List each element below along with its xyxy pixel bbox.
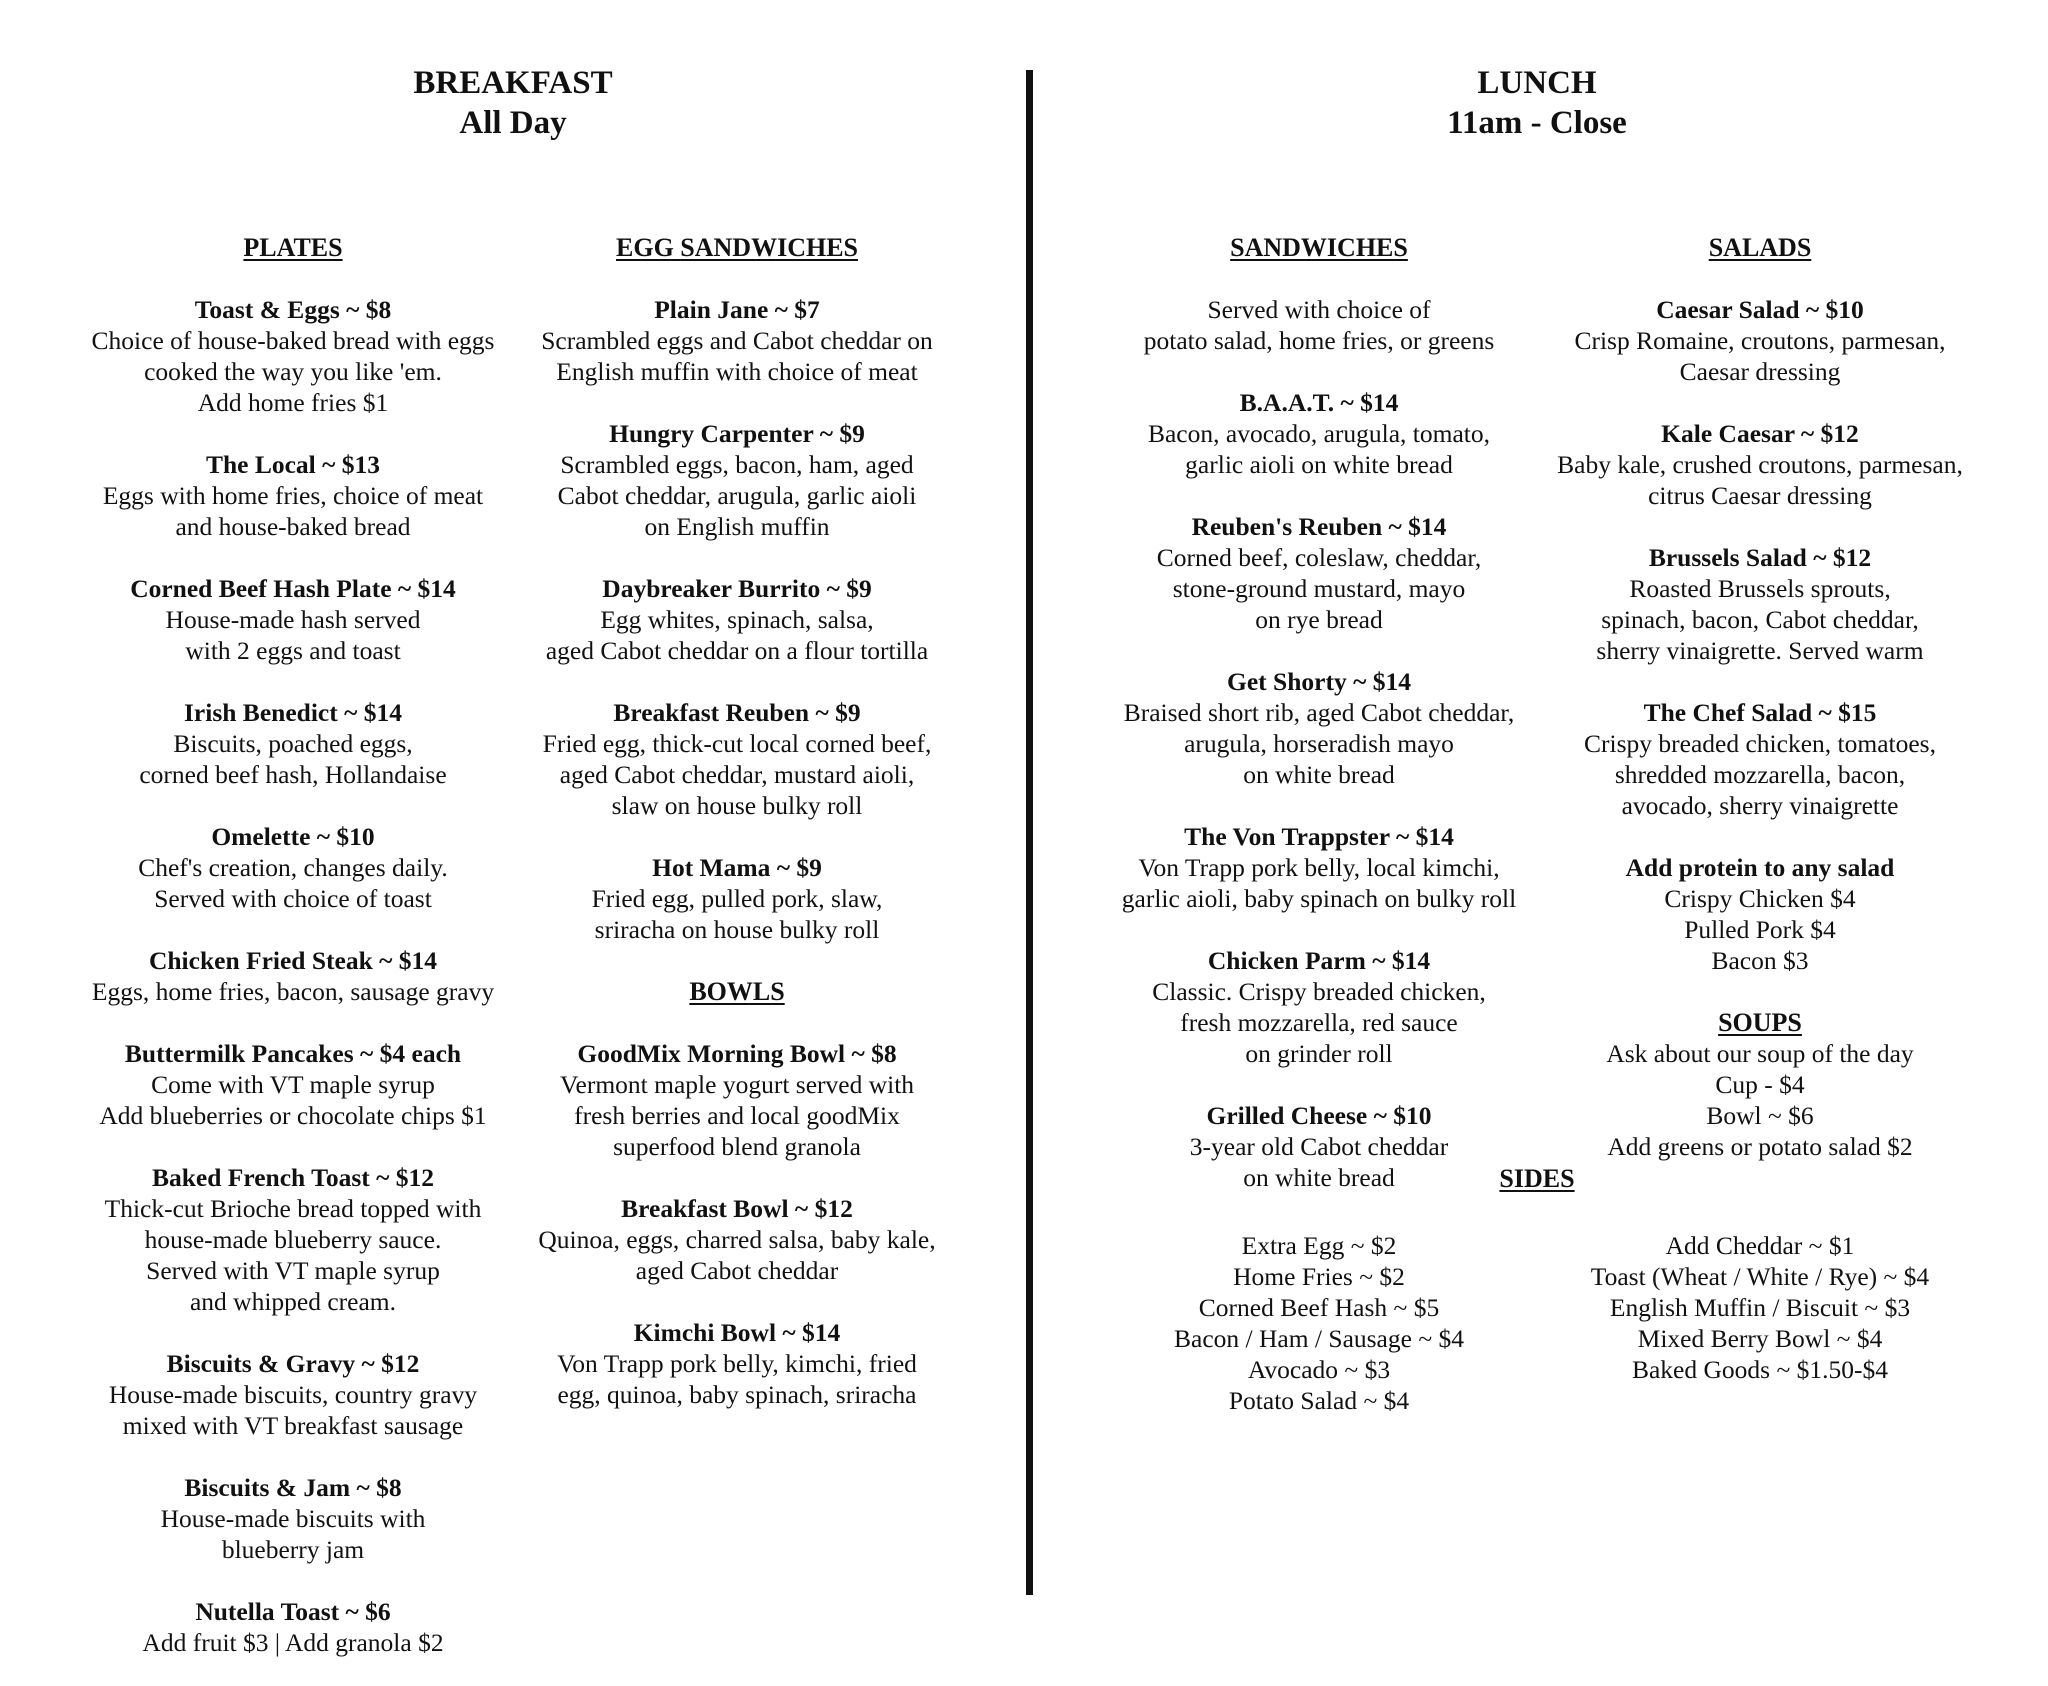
menu-item-name: The Von Trappster ~ $14: [1184, 822, 1454, 851]
section-heading: PLATES: [243, 233, 343, 262]
menu-item-description: House-made hash served: [165, 605, 421, 634]
soup-line: Cup - $4: [1715, 1070, 1805, 1099]
menu-item-description: stone-ground mustard, mayo: [1172, 574, 1466, 603]
spacer: [1540, 821, 1980, 852]
menu-item-description: Eggs with home fries, choice of meat: [102, 481, 484, 510]
menu-item-description: on white bread: [1243, 1163, 1395, 1192]
menu-item-description: Add fruit $3 | Add granola $2: [142, 1628, 444, 1657]
side-item: Corned Beef Hash ~ $5: [1198, 1293, 1440, 1322]
soup-line: Ask about our soup of the day: [1606, 1039, 1914, 1068]
section-heading: BOWLS: [689, 977, 785, 1006]
menu-item-name: Breakfast Bowl ~ $12: [621, 1194, 853, 1223]
menu-item-name: Breakfast Reuben ~ $9: [613, 698, 861, 727]
menu-item: [517, 1193, 957, 1286]
menu-item-description: Vermont maple yogurt served with: [559, 1070, 915, 1099]
spacer: [73, 1131, 513, 1162]
spacer: [73, 790, 513, 821]
spacer: [73, 418, 513, 449]
spacer: [1099, 263, 1539, 294]
spacer: [517, 945, 957, 976]
menu-item: [73, 945, 513, 1007]
menu-item-description: superfood blend granola: [613, 1132, 861, 1161]
menu-item-name: The Local ~ $13: [205, 450, 381, 479]
protein-option: Crispy Chicken $4: [1664, 884, 1856, 913]
menu-item-description: Served with choice of toast: [154, 884, 432, 913]
sides-right-list: [1560, 1230, 1960, 1385]
sandwiches-intro: Served with choice of: [1207, 295, 1431, 324]
side-item: Baked Goods ~ $1.50-$4: [1631, 1355, 1889, 1384]
menu-item-name: B.A.A.T. ~ $14: [1239, 388, 1399, 417]
menu-item-description: Chef's creation, changes daily.: [138, 853, 448, 882]
menu-item: [517, 418, 957, 542]
menu-item-name: The Chef Salad ~ $15: [1643, 698, 1877, 727]
side-item: English Muffin / Biscuit ~ $3: [1609, 1293, 1911, 1322]
menu-item: [517, 1038, 957, 1162]
side-item: Home Fries ~ $2: [1233, 1262, 1405, 1291]
menu-item: [73, 1596, 513, 1658]
menu-item-description: English muffin with choice of meat: [556, 357, 918, 386]
menu-item-name: Toast & Eggs ~ $8: [194, 295, 392, 324]
spacer: [517, 1162, 957, 1193]
breakfast-header: [213, 63, 813, 143]
menu-item-description: on white bread: [1243, 760, 1395, 789]
menu-item-description: Come with VT maple syrup: [151, 1070, 435, 1099]
menu-item-description: garlic aioli on white bread: [1185, 450, 1453, 479]
plates-column: [73, 232, 513, 1658]
menu-item-description: Quinoa, eggs, charred salsa, baby kale,: [538, 1225, 936, 1254]
sides-left-list: [1119, 1230, 1519, 1416]
menu-item-description: Served with VT maple syrup: [146, 1256, 440, 1285]
spacer: [1540, 666, 1980, 697]
menu-item: [1099, 821, 1539, 914]
side-item: Extra Egg ~ $2: [1241, 1231, 1397, 1260]
lunch-subtitle: 11am - Close: [1447, 105, 1627, 141]
side-item: Add Cheddar ~ $1: [1665, 1231, 1855, 1260]
menu-item-description: cooked the way you like 'em.: [144, 357, 442, 386]
spacer: [1540, 263, 1980, 294]
menu-item-description: Scrambled eggs and Cabot cheddar on: [541, 326, 933, 355]
menu-item: [517, 1317, 957, 1410]
section-heading: SANDWICHES: [1230, 233, 1408, 262]
menu-item: [1099, 666, 1539, 790]
menu-item-description: Braised short rib, aged Cabot cheddar,: [1123, 698, 1515, 727]
menu-item-description: House-made biscuits with: [160, 1504, 426, 1533]
menu-item-name: Chicken Parm ~ $14: [1207, 946, 1431, 975]
menu-item-name: Nutella Toast ~ $6: [195, 1597, 391, 1626]
menu-item: [73, 1038, 513, 1131]
side-item: Mixed Berry Bowl ~ $4: [1637, 1324, 1883, 1353]
menu-item-name: Chicken Fried Steak ~ $14: [148, 946, 438, 975]
menu-item-name: Kale Caesar ~ $12: [1661, 419, 1859, 448]
menu-item-name: Grilled Cheese ~ $10: [1206, 1101, 1432, 1130]
spacer: [1099, 480, 1539, 511]
spacer: [1540, 511, 1980, 542]
menu-item-description: Egg whites, spinach, salsa,: [600, 605, 874, 634]
menu-item-description: fresh mozzarella, red sauce: [1180, 1008, 1458, 1037]
menu-item: [1540, 294, 1980, 387]
section-heading: SOUPS: [1718, 1008, 1802, 1037]
menu-item-description: Von Trapp pork belly, kimchi, fried: [557, 1349, 917, 1378]
menu-item-description: aged Cabot cheddar on a flour tortilla: [545, 636, 929, 665]
menu-item: [73, 294, 513, 418]
menu-item-name: Get Shorty ~ $14: [1227, 667, 1411, 696]
menu-item: [1099, 511, 1539, 635]
menu-item-description: Crisp Romaine, croutons, parmesan,: [1574, 326, 1946, 355]
menu-item-name: Biscuits & Gravy ~ $12: [166, 1349, 420, 1378]
side-item: Potato Salad ~ $4: [1228, 1386, 1410, 1415]
menu-item-description: Add home fries $1: [197, 388, 389, 417]
soup-line: Add greens or potato salad $2: [1607, 1132, 1913, 1161]
menu-item-description: fresh berries and local goodMix: [574, 1101, 900, 1130]
menu-item-description: Classic. Crispy breaded chicken,: [1152, 977, 1486, 1006]
menu-item-name: Biscuits & Jam ~ $8: [184, 1473, 402, 1502]
menu-item-description: Add blueberries or chocolate chips $1: [99, 1101, 487, 1130]
menu-item-description: house-made blueberry sauce.: [144, 1225, 442, 1254]
breakfast-title: BREAKFAST: [413, 65, 613, 101]
side-item: Avocado ~ $3: [1247, 1355, 1391, 1384]
menu-item-description: aged Cabot cheddar, mustard aioli,: [559, 760, 915, 789]
menu-item-name: Buttermilk Pancakes ~ $4 each: [124, 1039, 462, 1068]
menu-item-name: Corned Beef Hash Plate ~ $14: [130, 574, 456, 603]
menu-item-description: mixed with VT breakfast sausage: [122, 1411, 464, 1440]
menu-item: [73, 1348, 513, 1441]
salads-column: [1540, 232, 1980, 1162]
menu-item: [517, 294, 957, 387]
menu-item-description: Cabot cheddar, arugula, garlic aioli: [557, 481, 917, 510]
menu-item-name: Baked French Toast ~ $12: [151, 1163, 434, 1192]
menu-item-description: on rye bread: [1255, 605, 1383, 634]
spacer: [517, 542, 957, 573]
menu-item-description: sriracha on house bulky roll: [594, 915, 880, 944]
spacer: [73, 1565, 513, 1596]
menu-item-description: Roasted Brussels sprouts,: [1629, 574, 1891, 603]
spacer: [73, 1317, 513, 1348]
sandwiches-intro: potato salad, home fries, or greens: [1143, 326, 1495, 355]
center-divider: [1026, 70, 1033, 1595]
spacer: [73, 914, 513, 945]
menu-item-description: egg, quinoa, baby spinach, sriracha: [557, 1380, 917, 1409]
spacer: [517, 666, 957, 697]
spacer: [1099, 635, 1539, 666]
menu-item-name: Brussels Salad ~ $12: [1648, 543, 1872, 572]
protein-option: Pulled Pork $4: [1684, 915, 1836, 944]
menu-item-name: Irish Benedict ~ $14: [184, 698, 402, 727]
spacer: [1540, 976, 1980, 1007]
menu-item-description: Bacon, avocado, arugula, tomato,: [1147, 419, 1490, 448]
menu-item-description: Choice of house-baked bread with eggs: [91, 326, 495, 355]
menu-item-description: Crispy breaded chicken, tomatoes,: [1584, 729, 1936, 758]
menu-item: [73, 697, 513, 790]
egg-sandwiches-column: [517, 232, 957, 1410]
spacer: [517, 387, 957, 418]
menu-item-description: Scrambled eggs, bacon, ham, aged: [560, 450, 914, 479]
lunch-header: [1237, 63, 1837, 143]
spacer: [517, 821, 957, 852]
menu-item-description: Biscuits, poached eggs,: [173, 729, 413, 758]
menu-item-description: Von Trapp pork belly, local kimchi,: [1138, 853, 1500, 882]
menu-item-description: aged Cabot cheddar: [635, 1256, 839, 1285]
menu-item-description: avocado, sherry vinaigrette: [1621, 791, 1899, 820]
spacer: [1099, 914, 1539, 945]
menu-item: [1099, 387, 1539, 480]
menu-item: [73, 449, 513, 542]
lunch-title: LUNCH: [1477, 65, 1597, 101]
menu-item-description: citrus Caesar dressing: [1648, 481, 1872, 510]
menu-item-description: arugula, horseradish mayo: [1184, 729, 1454, 758]
menu-item: [73, 1162, 513, 1317]
menu-item: [73, 821, 513, 914]
menu-item-description: blueberry jam: [221, 1535, 365, 1564]
menu-item-description: on English muffin: [644, 512, 830, 541]
menu-item-description: and whipped cream.: [189, 1287, 397, 1316]
spacer: [1099, 790, 1539, 821]
breakfast-subtitle: All Day: [459, 105, 567, 141]
spacer: [1099, 356, 1539, 387]
menu-item-description: corned beef hash, Hollandaise: [139, 760, 447, 789]
menu-item-name: Hungry Carpenter ~ $9: [609, 419, 865, 448]
menu-item-description: and house-baked bread: [175, 512, 411, 541]
spacer: [517, 1286, 957, 1317]
menu-item-name: Daybreaker Burrito ~ $9: [602, 574, 872, 603]
menu-item-name: Caesar Salad ~ $10: [1656, 295, 1864, 324]
menu-item-description: slaw on house bulky roll: [611, 791, 863, 820]
menu-item-description: Baby kale, crushed croutons, parmesan,: [1557, 450, 1963, 479]
menu-item-name: Reuben's Reuben ~ $14: [1191, 512, 1447, 541]
menu-item-description: on grinder roll: [1245, 1039, 1393, 1068]
spacer: [73, 542, 513, 573]
menu-item: [1540, 418, 1980, 511]
sides-heading: SIDES: [1499, 1164, 1575, 1193]
menu-item-description: Fried egg, thick-cut local corned beef,: [542, 729, 932, 758]
menu-item-description: with 2 eggs and toast: [185, 636, 401, 665]
spacer: [73, 1441, 513, 1472]
menu-item-description: Thick-cut Brioche bread topped with: [104, 1194, 482, 1223]
spacer: [73, 263, 513, 294]
menu-item: [1540, 697, 1980, 821]
spacer: [73, 1007, 513, 1038]
menu-item: [1099, 945, 1539, 1069]
protein-title: Add protein to any salad: [1625, 853, 1895, 882]
menu-item: [517, 697, 957, 821]
section-heading: SALADS: [1708, 233, 1812, 262]
menu-item: [73, 573, 513, 666]
spacer: [1099, 1069, 1539, 1100]
spacer: [517, 263, 957, 294]
menu-item-name: Hot Mama ~ $9: [652, 853, 822, 882]
menu-item-description: Corned beef, coleslaw, cheddar,: [1156, 543, 1482, 572]
menu-item-description: Eggs, home fries, bacon, sausage gravy: [91, 977, 495, 1006]
menu-item-description: spinach, bacon, Cabot cheddar,: [1601, 605, 1919, 634]
menu-item: [517, 573, 957, 666]
menu-item-description: 3-year old Cabot cheddar: [1189, 1132, 1449, 1161]
menu-item-description: Caesar dressing: [1679, 357, 1841, 386]
protein-option: Bacon $3: [1711, 946, 1809, 975]
side-item: Toast (Wheat / White / Rye) ~ $4: [1590, 1262, 1930, 1291]
spacer: [517, 1007, 957, 1038]
spacer: [1540, 387, 1980, 418]
menu-item-name: Kimchi Bowl ~ $14: [633, 1318, 841, 1347]
menu-item-name: GoodMix Morning Bowl ~ $8: [577, 1039, 897, 1068]
menu-item: [517, 852, 957, 945]
menu-item: [73, 1472, 513, 1565]
menu-item: [1540, 542, 1980, 666]
menu-item-description: sherry vinaigrette. Served warm: [1596, 636, 1924, 665]
section-heading: EGG SANDWICHES: [616, 233, 858, 262]
menu-item-description: Fried egg, pulled pork, slaw,: [591, 884, 883, 913]
menu-item-description: garlic aioli, baby spinach on bulky roll: [1121, 884, 1517, 913]
menu-item-description: shredded mozzarella, bacon,: [1614, 760, 1906, 789]
menu-item-name: Plain Jane ~ $7: [654, 295, 820, 324]
soup-line: Bowl ~ $6: [1706, 1101, 1814, 1130]
menu-item-description: House-made biscuits, country gravy: [108, 1380, 478, 1409]
sandwiches-column: [1099, 232, 1539, 1193]
menu-item-name: Omelette ~ $10: [211, 822, 375, 851]
side-item: Bacon / Ham / Sausage ~ $4: [1174, 1324, 1464, 1353]
spacer: [73, 666, 513, 697]
